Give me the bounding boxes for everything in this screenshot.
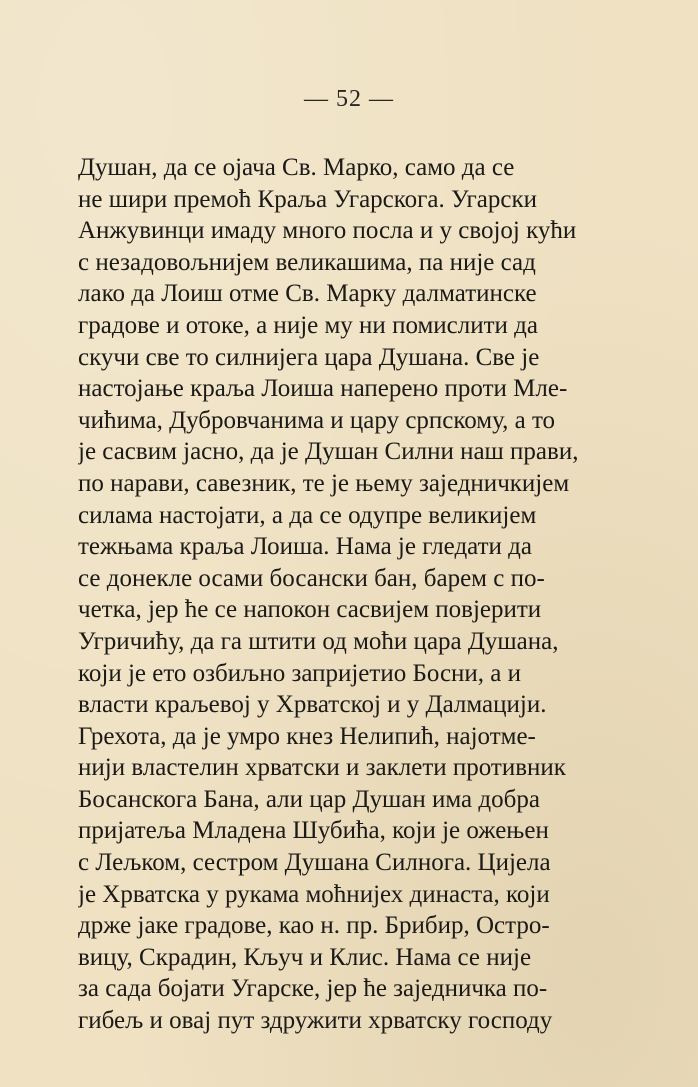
text-line: пријатеља Младена Шубића, који је ожењен [78,817,549,845]
text-line: чићима, Дубровчанима и цару српскому, а то [78,406,556,434]
text-line: гибељ и овај пут здружити хрватску господу [78,1007,553,1035]
text-line: силама настојати, а да се одупре великијем [78,501,537,529]
text-line: се донекле осами босански бан, барем с по- [78,564,545,592]
text-line: с Лељком, сестром Душана Силнога. Цијела [78,849,551,877]
text-line: тежњама краља Лоиша. Нама је гледати да [78,533,532,561]
text-line: лако да Лоиш отме Св. Марку далматинске [78,280,537,308]
text-line: вицу, Скрадин, Кључ и Клис. Нама се није [78,943,532,971]
text-line: четка, јер ће се напокон сасвијем повјерити [78,596,542,624]
text-line: је Хрватска у рукама моћнијех династа, који [78,880,550,908]
text-line: је сасвим јасно, да је Душан Силни наш прави, [78,438,579,466]
text-line: Анжувинци имаду много посла и у својој кући [78,217,577,245]
text-line: Душан, да се ојача Св. Марко, само да се [78,154,515,181]
text-line: настојање краља Лоиша наперено проти Мле- [78,375,568,403]
text-line: градове и отоке, а није му ни помислити да [78,311,538,339]
text-line: који је ето озбиљно запријетио Босни, а и [78,659,522,687]
page-number: — 52 — [304,86,394,112]
body-text [78,152,614,1037]
text-line: нији властелин хрватски и заклети противник [78,754,566,782]
text-line: по нарави, савезник, те је њему заједничкијем [78,469,570,497]
text-line: Угричићу, да га штити од моћи цара Душана, [78,627,559,655]
text-line: држе јаке градове, као н. пр. Брибир, Остро- [78,912,550,940]
text-line: с незадовољнијем великашима, па није сад [78,248,536,276]
text-line: власти краљевој у Хрватској и у Далмацији. [78,691,547,719]
text-line: Босанскога Бана, али цар Душан има добра [78,785,540,813]
text-line: за сада бојати Угарске, јер ће заједничка по- [78,975,548,1003]
text-line: Грехота, да је умро кнез Нелипић, најотме- [78,722,536,750]
text-line: не шири премоћ Краља Угарскога. Угарски [78,185,537,213]
text-line: скучи све то силнијега цара Душана. Све је [78,343,540,371]
